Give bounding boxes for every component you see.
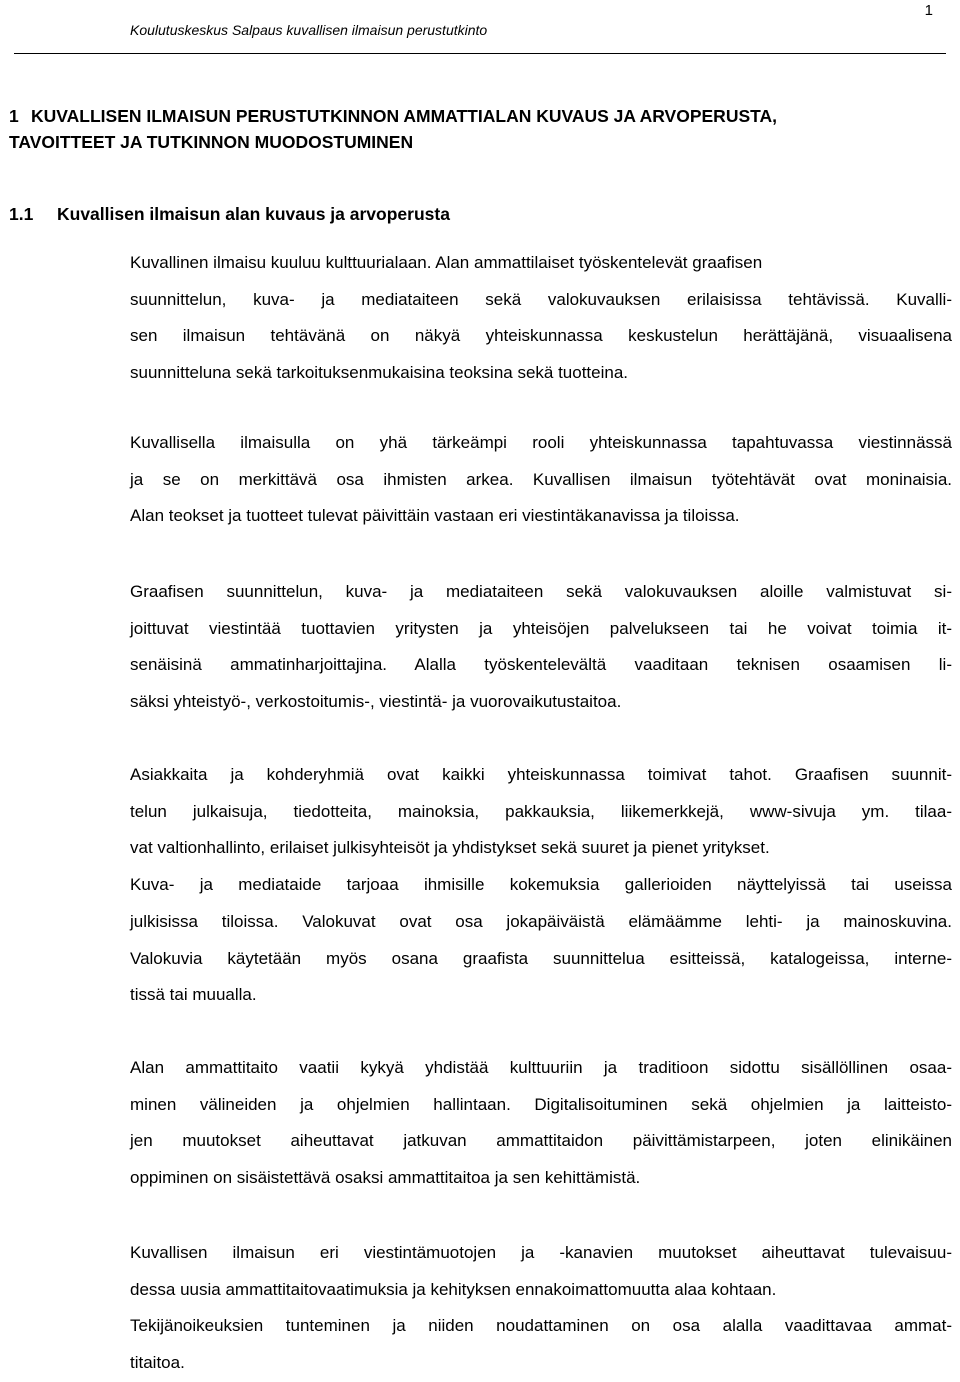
paragraph-line: jen muutokset aiheuttavat jatkuvan ammattitaidon päivittämistarpeen, joten elinikäinen	[130, 1131, 952, 1151]
paragraph-line: vat valtionhallinto, erilaiset julkisyhteisöt ja yhdistykset sekä suuret ja pienet yritykset.	[130, 838, 770, 858]
heading-1-text-line-2: TAVOITTEET JA TUTKINNON MUODOSTUMINEN	[9, 132, 414, 152]
heading-1-number: 1	[9, 106, 19, 126]
paragraph-2	[130, 425, 952, 535]
paragraph-3	[130, 574, 952, 721]
paragraph-line: sen ilmaisun tehtävänä on näkyä yhteiskunnassa keskustelun herättäjänä, visuaalisena	[130, 326, 952, 346]
paragraph-5	[130, 1050, 952, 1197]
running-header: Koulutuskeskus Salpaus kuvallisen ilmaisun perustutkinto	[130, 22, 488, 38]
paragraph-line: titaitoa.	[130, 1353, 185, 1373]
paragraph-line: telun julkaisuja, tiedotteita, mainoksia, pakkauksia, liikemerkkejä, www-sivuja ym. tilaa-	[130, 801, 952, 821]
paragraph-line: Alan ammattitaito vaatii kykyä yhdistää kulttuuriin ja traditioon sidottu sisällöllinen osaa-	[130, 1058, 952, 1077]
paragraph-6	[130, 1235, 952, 1382]
paragraph-line: julkisissa tiloissa. Valokuvat ovat osa jokapäiväistä elämäämme lehti- ja mainoskuvina.	[130, 911, 952, 931]
paragraph-line: Valokuvia käytetään myös osana graafista suunnittelua esitteissä, katalogeissa, interne-	[130, 948, 952, 968]
paragraph-line: Asiakkaita ja kohderyhmiä ovat kaikki yhteiskunnassa toimivat tahot. Graafisen suunnit-	[130, 765, 952, 784]
paragraph-line: oppiminen on sisäistettävä osaksi ammattitaitoa ja sen kehittämistä.	[130, 1168, 641, 1188]
section-heading-1-1	[9, 201, 450, 227]
paragraph-line: Kuvallisella ilmaisulla on yhä tärkeämpi rooli yhteiskunnassa tapahtuvassa viestinnässä	[130, 433, 952, 452]
paragraph-line: dessa uusia ammattitaitovaatimuksia ja kehityksen ennakoimattomuutta alaa kohtaan.	[130, 1279, 777, 1299]
heading-2-number: 1.1	[9, 204, 34, 224]
paragraph-4	[130, 757, 952, 1014]
paragraph-line: Kuvallinen ilmaisu kuuluu kulttuurialaan. Alan ammattilaiset työskentelevät graafisen	[130, 253, 763, 272]
paragraph-line: suunnittelun, kuva- ja mediataiteen sekä valokuvauksen erilaisissa tehtävissä. Kuvalli-	[130, 289, 952, 309]
paragraph-1	[130, 245, 952, 392]
paragraph-line: tissä tai muualla.	[130, 985, 257, 1005]
paragraph-line: Kuvallisen ilmaisun eri viestintämuotojen ja -kanavien muutokset aiheuttavat tulevaisuu-	[130, 1243, 952, 1262]
heading-1-text-line-1: KUVALLISEN ILMAISUN PERUSTUTKINNON AMMATTIALAN KUVAUS JA ARVOPERUSTA,	[31, 106, 778, 126]
paragraph-line: Alan teokset ja tuotteet tulevat päivittäin vastaan eri viestintäkanavissa ja tiloissa.	[130, 506, 740, 526]
paragraph-line: senäisinä ammatinharjoittajina. Alalla työskentelevältä vaaditaan teknisen osaamisen li-	[130, 655, 952, 675]
paragraph-line: suunnitteluna sekä tarkoituksenmukaisina teoksina sekä tuotteina.	[130, 363, 629, 383]
paragraph-line: Graafisen suunnittelun, kuva- ja mediataiteen sekä valokuvauksen aloille valmistuvat si-	[130, 582, 952, 601]
paragraph-line: säksi yhteistyö-, verkostoitumis-, viestintä- ja vuorovaikutustaitoa.	[130, 692, 622, 712]
paragraph-line: Kuva- ja mediataide tarjoaa ihmisille kokemuksia gallerioiden näyttelyissä tai useissa	[130, 875, 952, 895]
paragraph-line: joittuvat viestintää tuottavien yritysten ja yhteisöjen palvelukseen tai he voivat toimia it-	[130, 618, 952, 638]
paragraph-line: Tekijänoikeuksien tunteminen ja niiden noudattaminen on osa alalla vaadittavaa ammat-	[130, 1316, 952, 1336]
heading-2-title: Kuvallisen ilmaisun alan kuvaus ja arvoperusta	[57, 204, 450, 224]
header-divider	[14, 53, 946, 54]
paragraph-line: ja se on merkittävä osa ihmisten arkea. Kuvallisen ilmaisun työtehtävät ovat moninaisia.	[130, 469, 952, 489]
heading-1-line-1	[9, 103, 949, 129]
paragraph-line: minen välineiden ja ohjelmien hallintaan. Digitalisoituminen sekä ohjelmien ja laitteisto-	[130, 1094, 952, 1114]
section-heading-1	[9, 103, 949, 155]
page-number: 1	[924, 2, 933, 19]
